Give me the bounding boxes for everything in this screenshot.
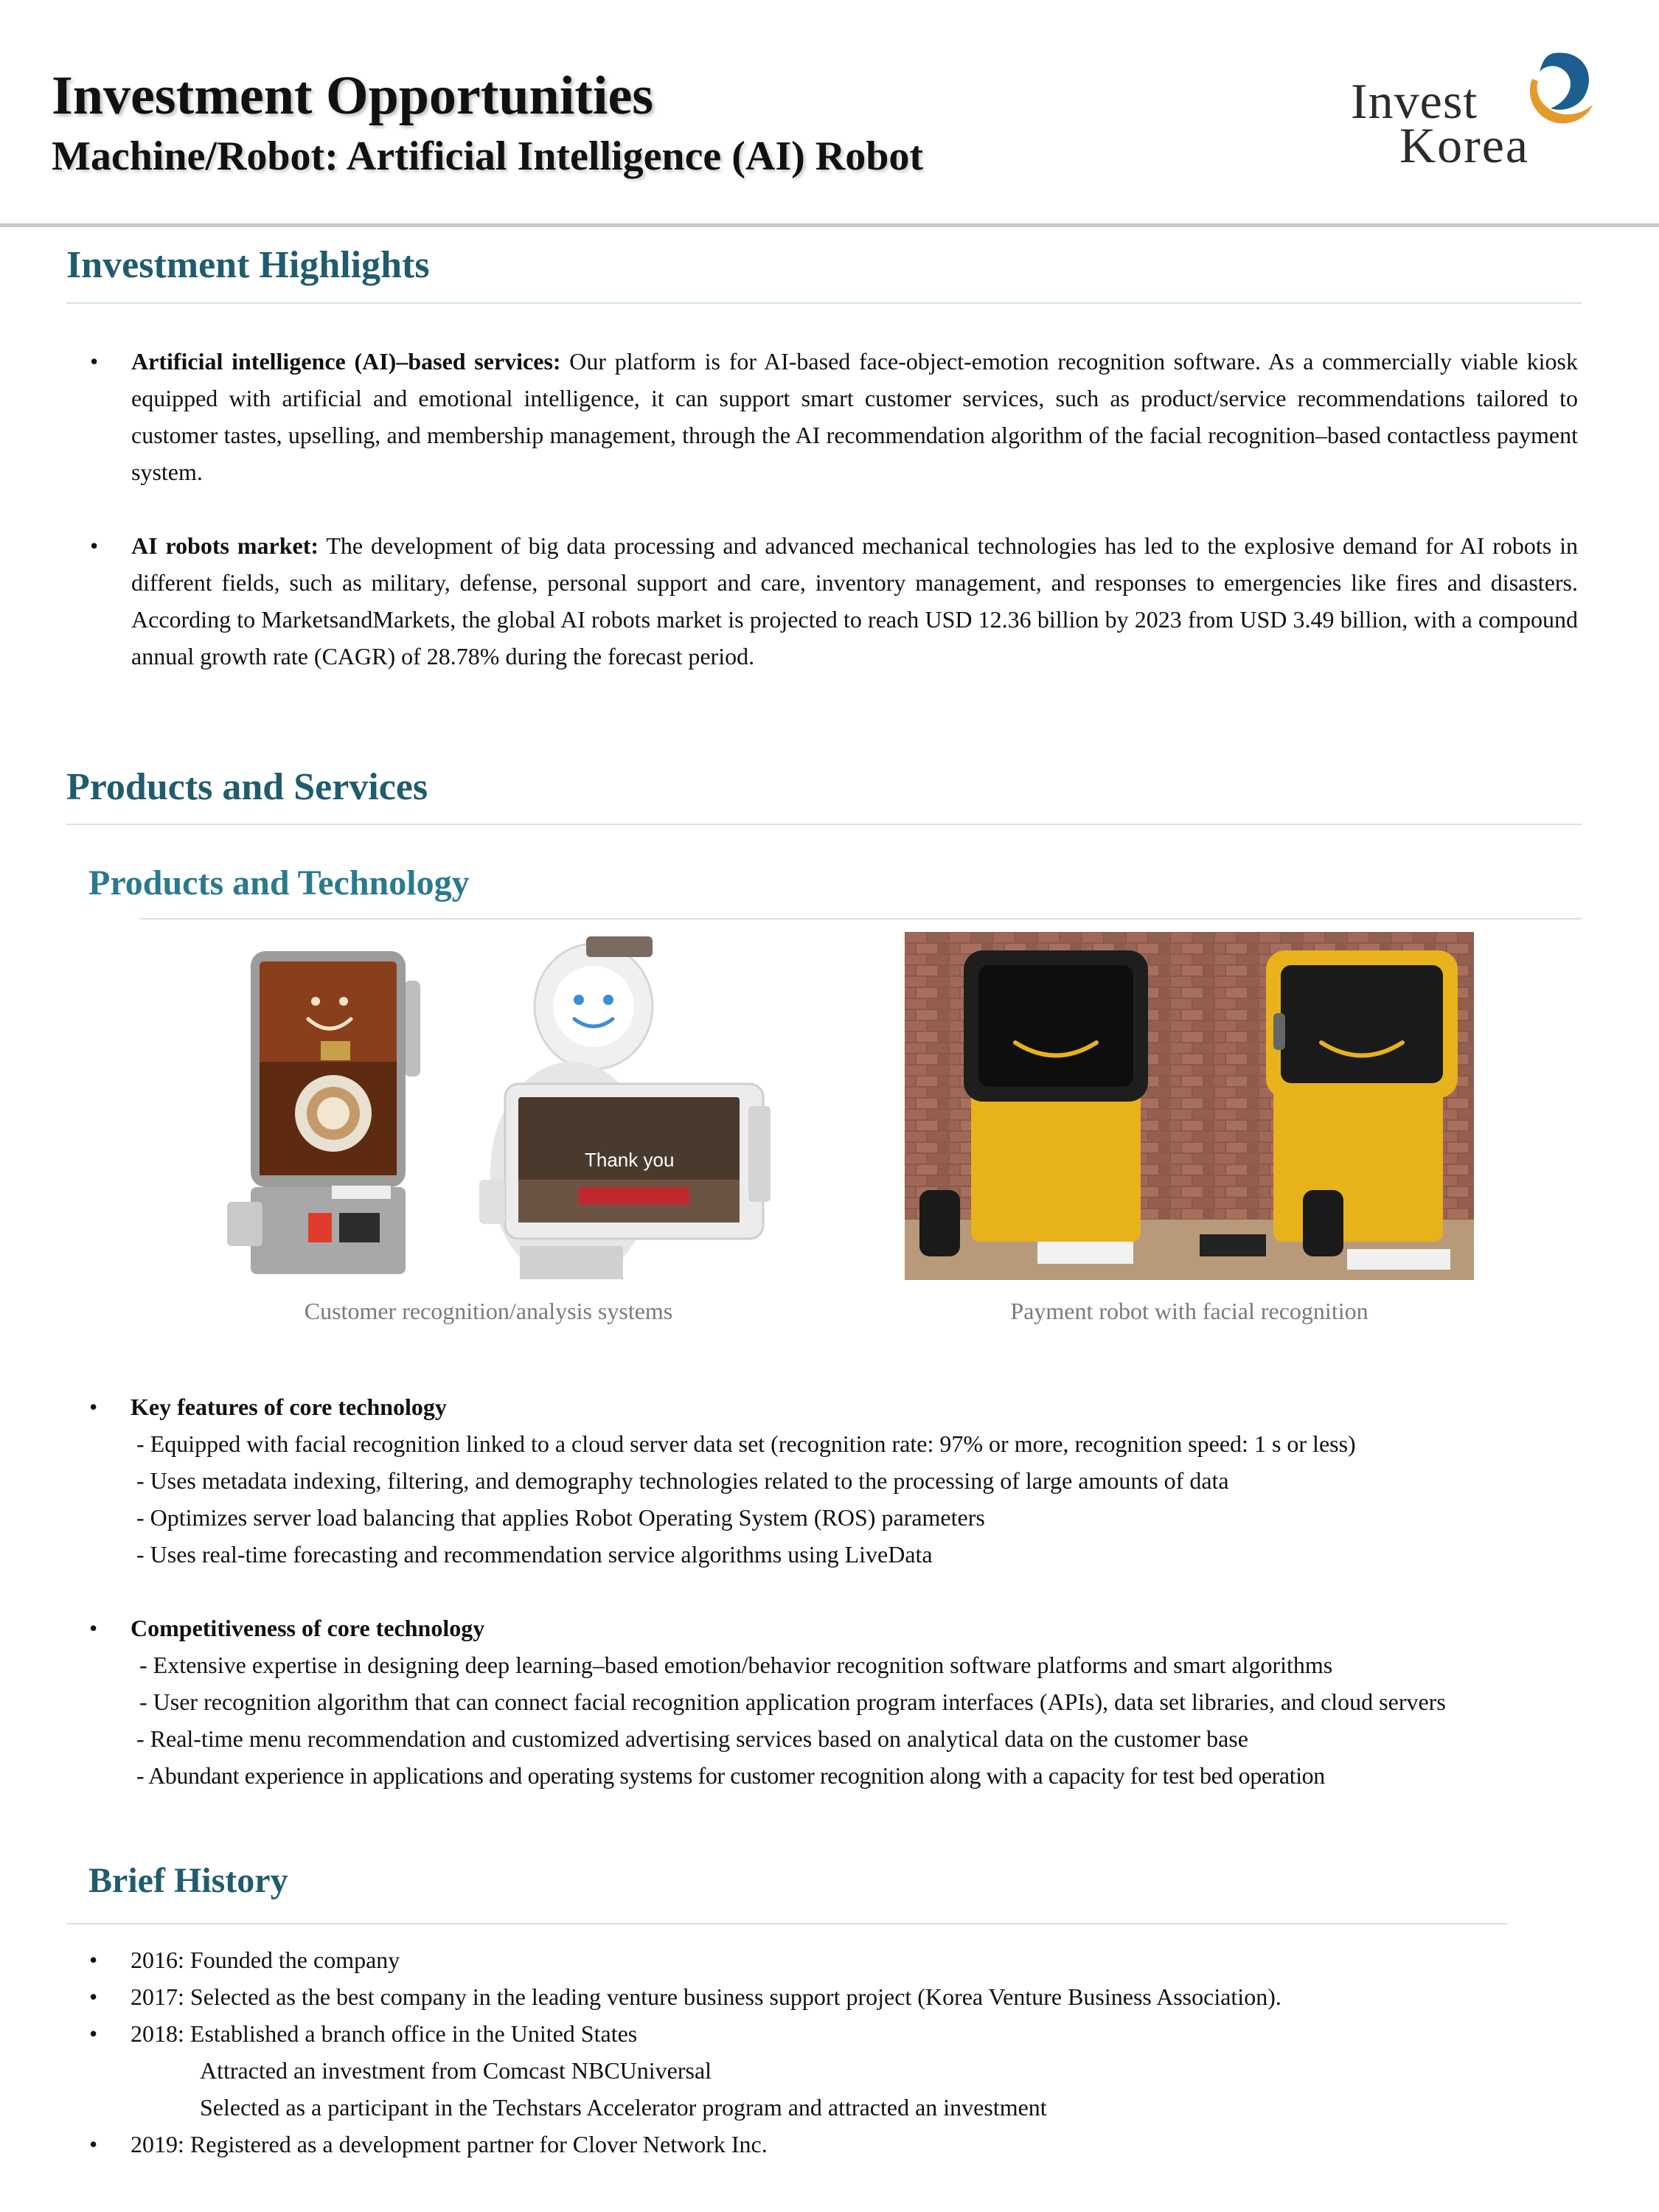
section-rule <box>66 824 1582 825</box>
invest-korea-logo <box>1348 46 1599 175</box>
history-item-label: 2018: Established a branch office in the United States <box>131 2020 638 2047</box>
highlight-item <box>131 527 1578 675</box>
key-features-item <box>131 1388 1579 1573</box>
history-item: • 2017: Selected as the best company in the leading venture business support project (Korea Venture Business Association). <box>131 1978 1579 2015</box>
page-subtitle: Machine/Robot: Artificial Intelligence (AI) Robot <box>52 133 924 179</box>
feature-line: - Uses metadata indexing, filtering, and demography technologies related to the processing of large amounts of data <box>136 1467 1229 1494</box>
competitiveness-list <box>131 1610 1579 1794</box>
page-header <box>0 0 1659 225</box>
section-rule <box>66 1923 1508 1924</box>
key-features-title: Key features of core technology <box>131 1394 447 1420</box>
section-heading-history: Brief History <box>88 1861 288 1900</box>
subsection-heading-technology: Products and Technology <box>88 863 470 902</box>
history-list <box>131 1941 1579 2163</box>
competitiveness-line: - Abundant experience in applications and operating systems for customer recognition along with a capacity for test bed operation <box>136 1762 1325 1789</box>
section-rule <box>66 302 1582 304</box>
service-robot-image <box>476 936 778 1279</box>
history-item: • 2016: Founded the company <box>131 1941 1579 1978</box>
history-item <box>131 2015 1579 2126</box>
competitiveness-line: - Extensive expertise in designing deep learning–based emotion/behavior recognition software platforms and smart algorithms <box>139 1652 1333 1678</box>
logo-word-korea: Korea <box>1399 117 1530 173</box>
section-heading-products: Products and Services <box>66 766 428 808</box>
header-divider <box>0 223 1659 227</box>
kiosk-image <box>221 951 420 1276</box>
page-title: Investment Opportunities <box>52 66 654 126</box>
competitiveness-line <box>131 1683 1570 1720</box>
competitiveness-title: Competitiveness of core technology <box>131 1615 485 1641</box>
history-item: • 2019: Registered as a development partner for Clover Network Inc. <box>131 2126 1579 2163</box>
image-caption: Customer recognition/analysis systems <box>304 1298 673 1324</box>
history-sub-line: Selected as a participant in the Techstars Accelerator program and attracted an investment <box>200 2094 1047 2121</box>
highlights-list <box>131 343 1578 675</box>
feature-line: - Equipped with facial recognition linked to a cloud server data set (recognition rate: 97% or more, recognition speed: 1 s or less) <box>136 1430 1356 1457</box>
image-caption: Payment robot with facial recognition <box>1010 1298 1368 1324</box>
key-features-list <box>131 1388 1579 1573</box>
feature-line: - Optimizes server load balancing that applies Robot Operating System (ROS) parameters <box>136 1504 985 1531</box>
feature-line: - Uses real-time forecasting and recommendation service algorithms using LiveData <box>136 1541 933 1568</box>
payment-robot-image <box>905 932 1474 1280</box>
highlight-text: Our platform is for AI-based face-object-emotion recognition software. As a commercially viable kiosk equipped with artificial and emotional intelligence, it can support smart customer services, such as product/service recommendations tailored to customer tastes, upselling, and membership management, through the AI recommendation algorithm of the facial recognition–based contactless payment system. <box>131 348 1579 485</box>
competitiveness-item <box>131 1610 1579 1794</box>
highlight-item <box>131 343 1578 490</box>
kiosk-screen-text: Thank you <box>585 1149 675 1171</box>
highlight-term: AI robots market: <box>131 532 319 559</box>
subsection-rule <box>140 918 1582 919</box>
section-heading-highlights: Investment Highlights <box>66 244 430 286</box>
logo-word-invest: Invest <box>1351 73 1478 129</box>
history-sub-line: Attracted an investment from Comcast NBCUniversal <box>200 2057 712 2084</box>
competitiveness-line-text: - User recognition algorithm that can connect facial recognition application program interfaces (APIs), data set libraries, and cloud servers <box>139 1688 1446 1715</box>
competitiveness-line: - Real-time menu recommendation and customized advertising services based on analytical data on the customer base <box>136 1725 1248 1752</box>
highlight-text: The development of big data processing and advanced mechanical technologies has led to the explosive demand for AI robots in different fields, such as military, defense, personal support and care, inventory management, and responses to emergencies like fires and disasters. According to MarketsandMarkets, the global AI robots market is projected to reach USD 12.36 billion by 2023 from USD 3.49 billion, with a compound annual growth rate (CAGR) of 28.78% during the forecast period. <box>131 532 1579 669</box>
highlight-term: Artificial intelligence (AI)–based services: <box>131 348 561 375</box>
